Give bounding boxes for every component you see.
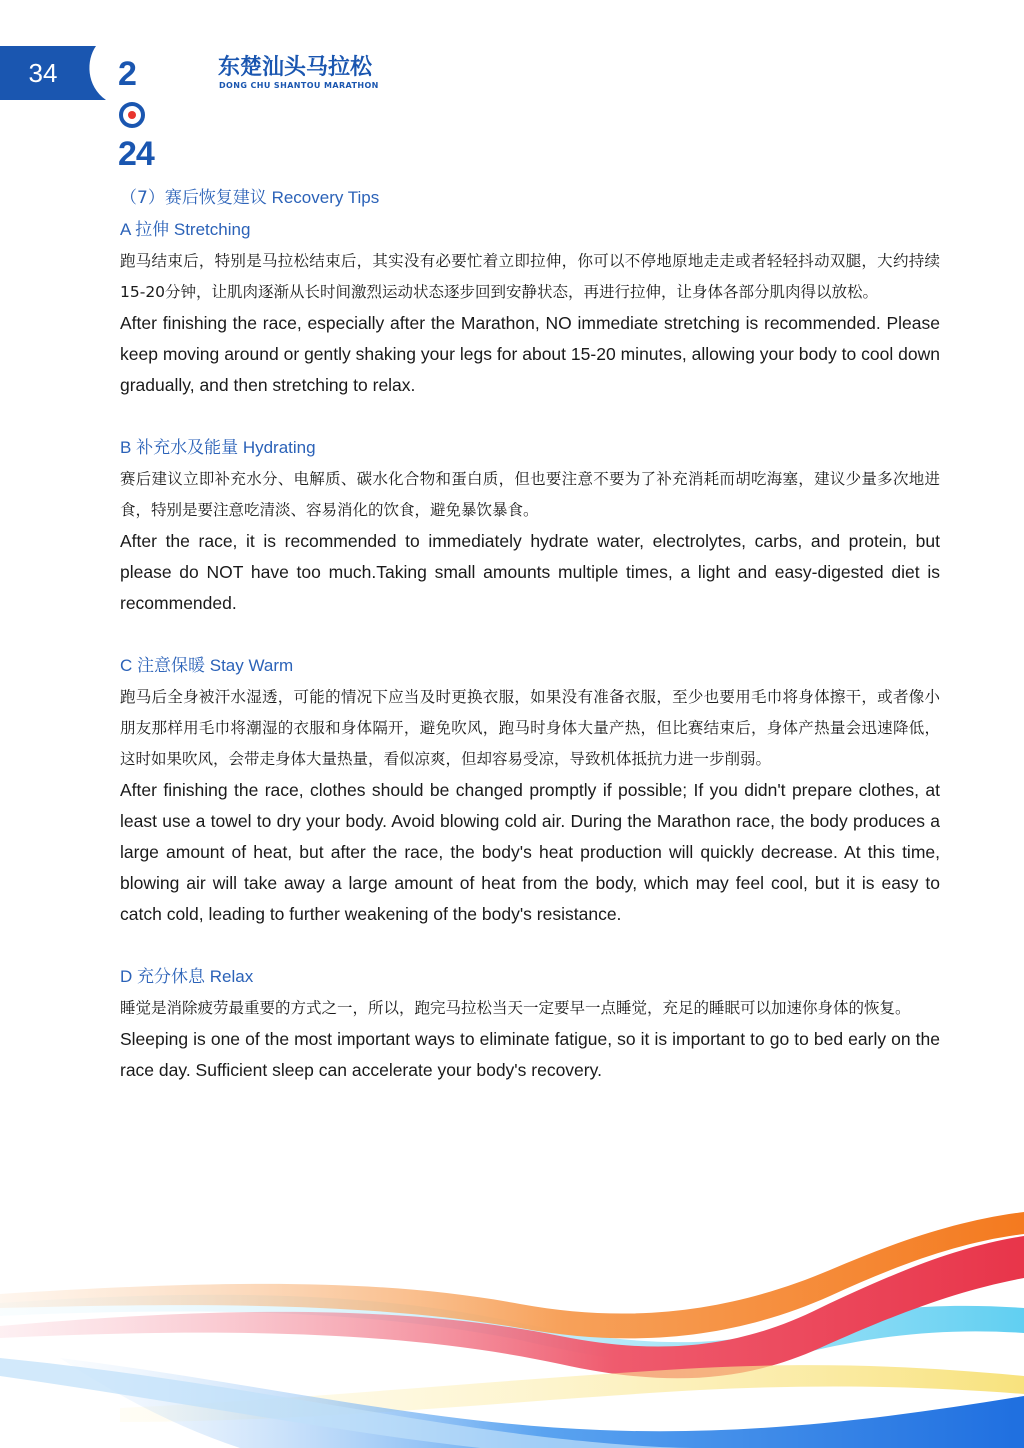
page-number: 34 [28, 58, 58, 88]
tip-body-cn: 赛后建议立即补充水分、电解质、碳水化合物和蛋白质，但也要注意不要为了补充消耗而胡吃海塞，建议少量多次地进食，特别是要注意吃清淡、容易消化的饮食，避免暴饮暴食。 [120, 470, 940, 519]
tip-title-en: Stay Warm [209, 656, 294, 675]
recovery-tips-section [120, 182, 940, 1086]
tip-relax [120, 961, 940, 1086]
tip-heading [120, 650, 940, 682]
spacer [120, 619, 940, 650]
tip-heading [120, 432, 940, 464]
tip-body-cn: 跑马结束后，特别是马拉松结束后，其实没有必要忙着立即拉伸，你可以不停地原地走走或者轻轻抖动双腿，大约持续15-20分钟，让肌肉逐渐从长时间激烈运动状态逐步回到安静状态，再进行拉伸，让身体各部分肌肉得以放松。 [120, 252, 940, 301]
section-title-cn: 赛后恢复建议 [164, 188, 267, 208]
tip-hydrating [120, 432, 940, 619]
tip-body-cn: 睡觉是消除疲劳最重要的方式之一，所以，跑完马拉松当天一定要早一点睡觉，充足的睡眠可以加速你身体的恢复。 [120, 999, 911, 1017]
logo-name-en: DONG CHU SHANTOU MARATHON [219, 81, 379, 90]
logo-name-cn: 东楚汕头马拉松 [218, 55, 373, 80]
logo-year-text [118, 54, 214, 94]
tip-stretching [120, 214, 940, 401]
tip-title-en: Relax [209, 967, 254, 986]
section-title-en: Recovery Tips [271, 188, 380, 207]
tip-letter: D [120, 967, 133, 986]
logo-ring-icon [119, 102, 145, 128]
tip-title-en: Stretching [173, 220, 251, 239]
tip-title-en: Hydrating [242, 438, 316, 457]
page-number-tab [0, 46, 108, 100]
tip-title-cn: 补充水及能量 [136, 438, 239, 458]
tip-letter: B [120, 438, 132, 457]
tip-title-cn: 拉伸 [135, 220, 170, 240]
section-title [120, 182, 940, 214]
tip-stay-warm [120, 650, 940, 930]
logo-year: 224 [118, 54, 154, 174]
tip-body-en: After finishing the race, especially after the Marathon, NO immediate stretching is recommended. Please keep moving around or gently shaking your legs for about 15-20 minutes, allowing your body to cool down gradually, and then stretching to relax. [120, 313, 940, 395]
tip-title-cn: 充分休息 [137, 967, 206, 987]
decorative-ribbons [0, 1208, 1024, 1448]
spacer [120, 930, 940, 961]
tip-letter: C [120, 656, 133, 675]
tip-title-cn: 注意保暖 [137, 656, 206, 676]
tip-body-en: After the race, it is recommended to immediately hydrate water, electrolytes, carbs, and protein, but please do NOT have too much.Taking small amounts multiple times, a light and easy-digested diet is recommended. [120, 531, 940, 613]
tip-body-cn: 跑马后全身被汗水湿透，可能的情况下应当及时更换衣服，如果没有准备衣服，至少也要用毛巾将身体擦干，或者像小朋友那样用毛巾将潮湿的衣服和身体隔开，避免吹风，跑马时身体大量产热，但比赛结束后，身体产热量会迅速降低，这时如果吹风，会带走身体大量热量，看似凉爽，但却容易受凉，导致机体抵抗力进一步削弱。 [120, 688, 940, 768]
tip-heading [120, 214, 940, 246]
spacer [120, 401, 940, 432]
tip-heading [120, 961, 940, 993]
tip-body-en: After finishing the race, clothes should be changed promptly if possible; If you didn't prepare clothes, at least use a towel to dry your body. Avoid blowing cold air. During the Marathon race, the body produces a large amount of heat, but after the race, the body's heat production will quickly decrease. At this time, blowing air will take away a large amount of heat from the body, which may feel cool, but it is easy to catch cold, leading to further weakening of the body's resistance. [120, 780, 940, 924]
section-title-prefix: （7） [120, 188, 165, 208]
tip-body-en: Sleeping is one of the most important ways to eliminate fatigue, so it is important to go to bed early on the race day. Sufficient sleep can accelerate your body's recovery. [120, 1029, 940, 1080]
tip-letter: A [120, 220, 131, 239]
